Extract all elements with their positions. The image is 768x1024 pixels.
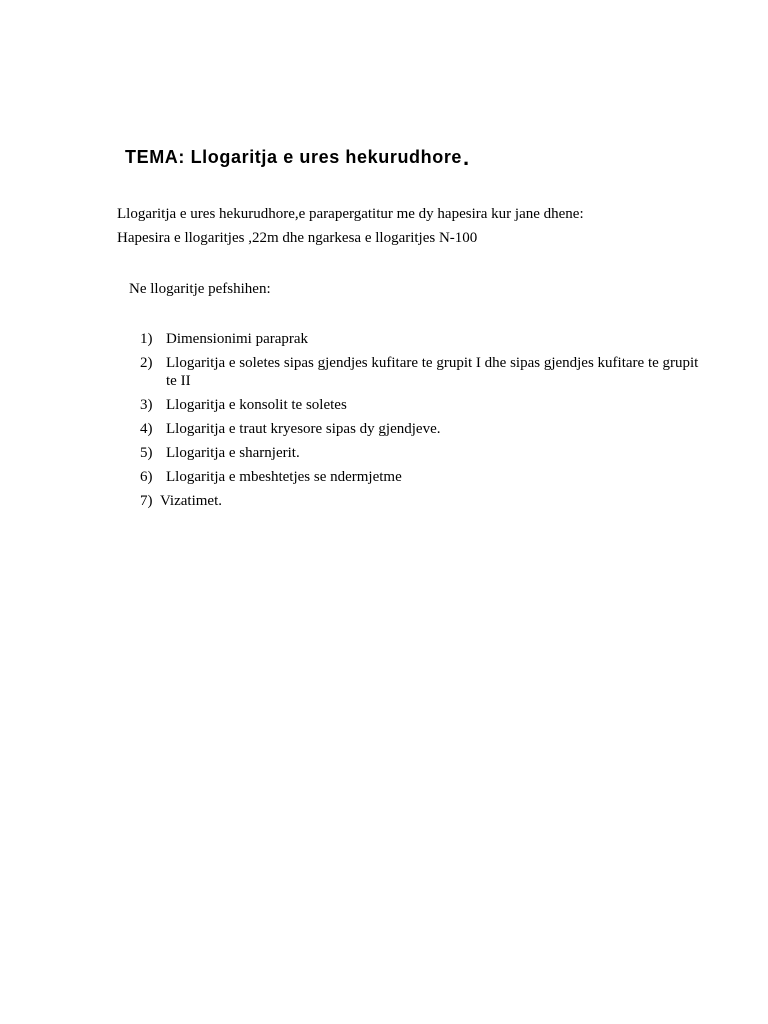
title-text: TEMA: Llogaritja e ures hekurudhore — [125, 147, 463, 167]
contents-heading: Ne llogaritje pefshihen: — [129, 281, 271, 297]
list-item-text: Llogaritja e traut kryesore sipas dy gjendjeve. — [166, 421, 441, 437]
list-item-text: Dimensionimi paraprak — [166, 331, 309, 347]
list-item-number: 7) — [140, 493, 153, 509]
list-item-number: 5) — [140, 445, 153, 461]
list-item — [140, 444, 700, 462]
list-item-text: Llogaritja e mbeshtetjes se ndermjetme — [166, 469, 402, 485]
list-item-number: 6) — [140, 469, 153, 485]
list-item-text: Vizatimet. — [160, 493, 222, 509]
list-item — [140, 420, 700, 438]
list-item-number: 2) — [140, 355, 153, 371]
list-item-text: Llogaritja e konsolit te soletes — [166, 397, 347, 413]
list-item — [140, 468, 700, 486]
list-item-number: 3) — [140, 397, 153, 413]
intro-line: Hapesira e llogaritjes ,22m dhe ngarkesa e llogaritjes N-100 — [117, 230, 478, 246]
list-item — [140, 354, 700, 390]
list-item — [140, 330, 700, 348]
intro-line: Llogaritja e ures hekurudhore,e parapergatitur me dy hapesira kur jane dhene: — [117, 206, 584, 222]
intro-paragraph — [117, 202, 584, 250]
document-title — [125, 145, 470, 168]
list-item-number: 4) — [140, 421, 153, 437]
list-item — [140, 492, 700, 510]
list-item-text: Llogaritja e soletes sipas gjendjes kufitare te grupit I dhe sipas gjendjes kufitare te grupit te II — [166, 355, 699, 389]
contents-list — [140, 330, 700, 516]
list-item-text: Llogaritja e sharnjerit. — [166, 445, 300, 461]
list-item-number: 1) — [140, 331, 153, 347]
list-item — [140, 396, 700, 414]
title-dot: . — [463, 145, 470, 170]
